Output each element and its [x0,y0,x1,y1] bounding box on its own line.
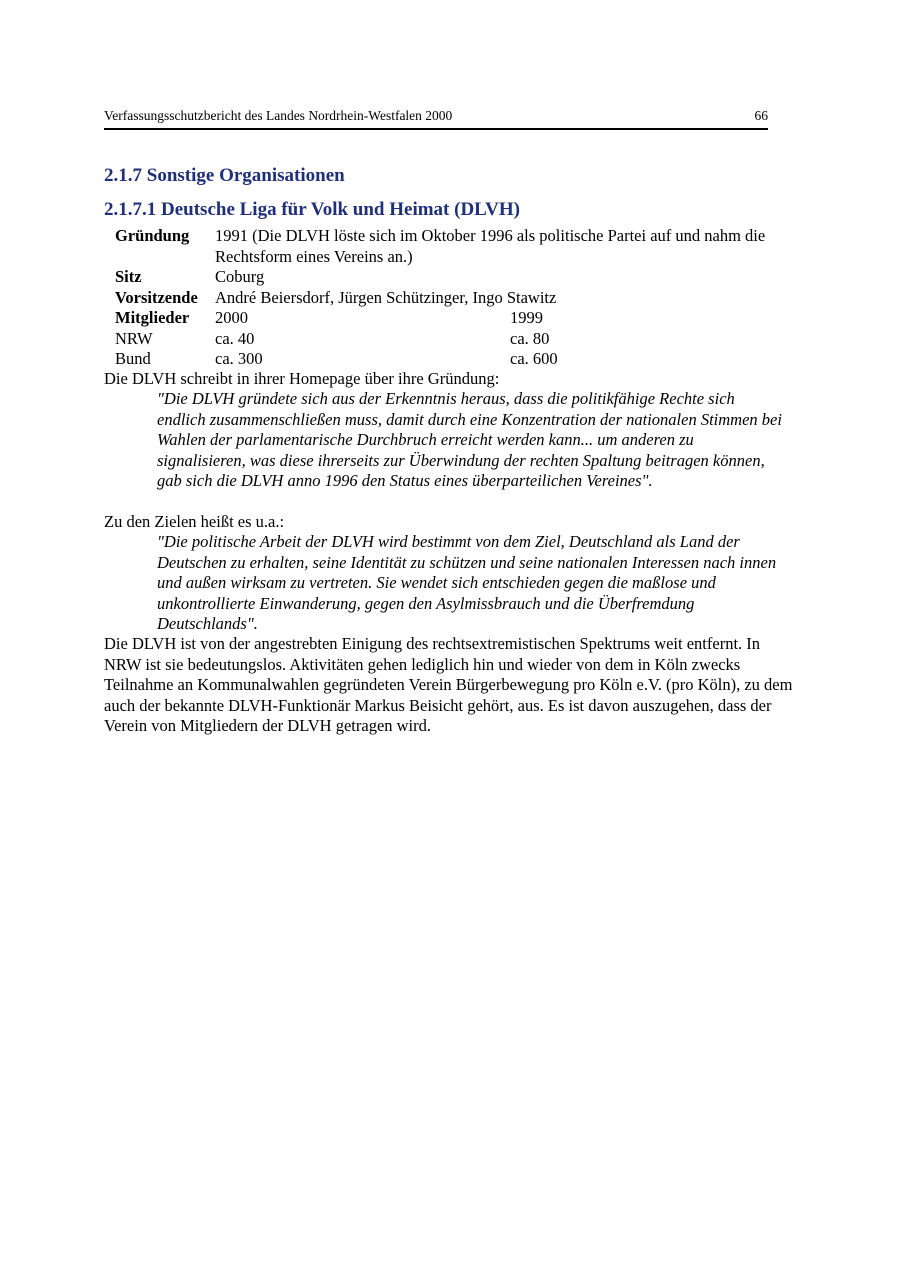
page-number: 66 [754,108,768,123]
quote-founding: "Die DLVH gründete sich aus der Erkenntnis heraus, dass die politikfähige Rechte sich endlich zusammenschließen muss, damit durch eine Konzentration der nationalen Stimmen bei Wahlen der parlamentarische Durchbruch erreicht werden kann... um anderen zu signalisieren, was diese ihrerseits zur Überwindung der rechten Spaltung beitragen können, gab sich die DLVH anno 1996 den Status eines überparteilichen Vereines". [157,389,782,490]
fact-value: 1991 (Die DLVH löste sich im Oktober 1996 als politische Partei auf und nahm die Rechtsform eines Vereins an.) [215,226,766,266]
facts-table [115,226,795,370]
year-1999: 1999 [510,308,543,327]
closing-paragraph: Die DLVH ist von der angestrebten Einigung des rechtsextremistischen Spektrums weit entfernt. In NRW ist sie bedeutungslos. Aktivitäten gehen lediglich hin und wieder von dem in Köln zwecks Teilnahme an Kommunalwahlen gegründeten Verein Bürgerbewegung pro Köln e.V. (pro Köln), zu dem auch der bekannte DLVH-Funktionär Markus Beisicht gehört, aus. Es ist davon auszugehen, dass der Verein von Mitgliedern der DLVH getragen wird. [104,634,793,735]
fact-label: Vorsitzende [115,287,198,307]
nrw-1999-value: ca. 80 [510,328,550,348]
fact-label: Sitz [115,267,142,286]
fact-value: André Beiersdorf, Jürgen Schützinger, Ingo Stawitz [215,287,557,307]
fact-label: Gründung [115,226,190,245]
quote-goals: "Die politische Arbeit der DLVH wird bestimmt von dem Ziel, Deutschland als Land der Deutschen zu erhalten, seine Identität zu schützen und seine nationalen Interessen nach innen und außen wirksam zu vertreten. Sie wendet sich entschieden gegen die maßlose und unkontrollierte Einwanderung, gegen den Asylmissbrauch und die Überfremdung Deutschlands". [157,532,777,633]
fact-label: Bund [115,349,151,368]
fact-row-vorsitzende [115,288,795,309]
fact-row-sitz [115,267,795,288]
section-heading: 2.1.7 Sonstige Organisationen [104,165,345,186]
page-header [104,108,768,130]
intro-paragraph-2: Zu den Zielen heißt es u.a.: [104,512,285,531]
fact-row-mitglieder [115,308,795,329]
fact-value: Coburg [215,267,265,286]
fact-row-nrw [115,329,795,350]
year-2000: 2000 [215,308,248,327]
nrw-2000-value: ca. 40 [215,328,255,348]
bund-2000-value: ca. 300 [215,349,263,368]
subsection-heading: 2.1.7.1 Deutsche Liga für Volk und Heimat (DLVH) [104,199,520,220]
fact-row-gruendung [115,226,795,267]
report-title: Verfassungsschutzbericht des Landes Nordrhein-Westfalen 2000 [104,108,453,123]
fact-label: Mitglieder [115,308,190,327]
intro-paragraph-1: Die DLVH schreibt in ihrer Homepage über ihre Gründung: [104,369,500,388]
fact-label: NRW [115,328,153,348]
bund-1999-value: ca. 600 [510,349,558,368]
fact-row-bund [115,349,795,370]
